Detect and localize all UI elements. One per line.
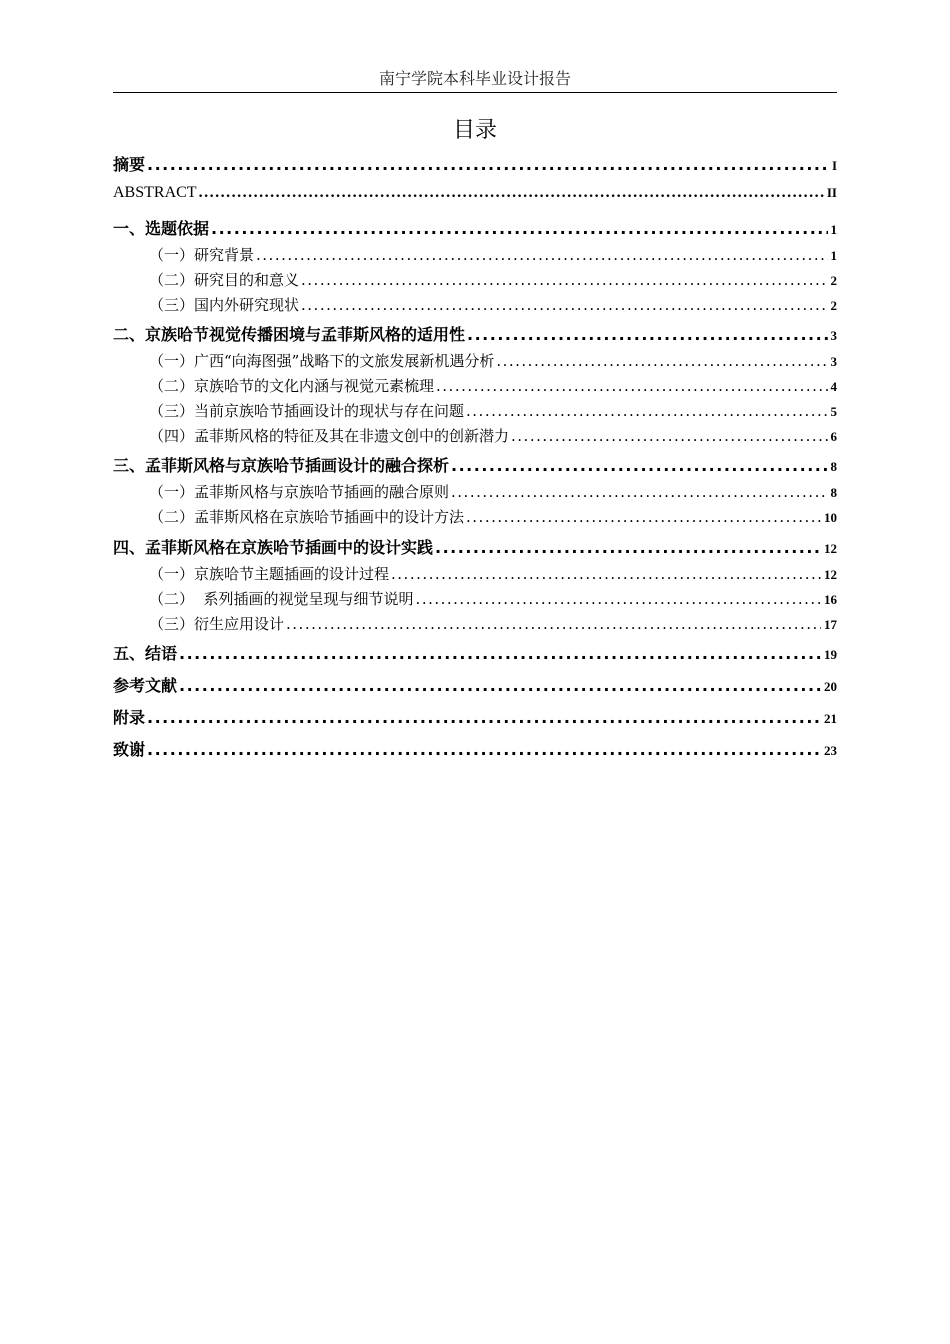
toc-leader-dots: [391, 565, 821, 583]
toc-page-number: 8: [830, 459, 837, 474]
toc-entry-section-4-2[interactable]: [113, 588, 837, 609]
toc-page-number: 1: [830, 248, 837, 263]
page-header: 南宁学院本科毕业设计报告: [113, 66, 837, 93]
toc-entry-text: 四、孟菲斯风格在京族哈节插画中的设计实践: [113, 538, 434, 557]
toc-entry-text: （一）广西“向海图强”战略下的文旅发展新机遇分析: [149, 352, 495, 370]
toc-leader-dots: [147, 740, 821, 759]
toc-title: 目录: [452, 118, 497, 143]
toc-entry-chapter-3[interactable]: [113, 453, 837, 476]
toc-leader-dots: [199, 184, 824, 202]
toc-entry-text: （一）研究背景: [149, 246, 255, 264]
toc-entry-references[interactable]: [113, 673, 837, 696]
toc-entry-chapter-1[interactable]: [113, 216, 837, 239]
toc-entry-text: （二）研究目的和意义: [149, 271, 300, 289]
toc-page-number: 6: [830, 429, 837, 444]
toc-entry-conclusion[interactable]: [113, 641, 837, 664]
toc-leader-dots: [147, 155, 829, 174]
toc-entry-text: 一、选题依据: [113, 219, 210, 238]
toc-entry-text: 五、结语: [113, 644, 178, 663]
toc-page-number: 8: [830, 485, 837, 500]
toc-page-number: 2: [830, 273, 837, 288]
toc-entry-section-2-4[interactable]: [113, 425, 837, 446]
toc-entry-text: （二）京族哈节的文化内涵与视觉元素梳理: [149, 377, 435, 395]
toc-entry-section-4-3[interactable]: [113, 613, 837, 634]
toc-page-number: II: [826, 185, 837, 200]
toc-leader-dots: [451, 483, 827, 501]
toc-page-number: 20: [824, 679, 837, 694]
toc-entry-text: （三）国内外研究现状: [149, 296, 300, 314]
toc-entry-text: （四）孟菲斯风格的特征及其在非遗文创中的创新潜力: [149, 427, 510, 445]
toc-page-number: 1: [830, 222, 837, 237]
toc-page-number: 19: [824, 647, 837, 662]
toc-leader-dots: [179, 644, 821, 663]
toc-entry-text: （二） 系列插画的视觉呈现与细节说明: [149, 590, 414, 608]
toc-entry-abstract-cn[interactable]: [113, 152, 837, 175]
toc-entry-text: （二）孟菲斯风格在京族哈节插画中的设计方法: [149, 508, 465, 526]
toc-entry-text: （三）当前京族哈节插画设计的现状与存在问题: [149, 402, 465, 420]
toc-page-number: 2: [830, 298, 837, 313]
toc-entry-text: ABSTRACT: [113, 184, 197, 201]
toc-leader-dots: [511, 427, 827, 445]
toc-entry-abstract-en[interactable]: [113, 184, 837, 202]
toc-leader-dots: [147, 708, 821, 727]
toc-leader-dots: [466, 508, 821, 526]
toc-leader-dots: [496, 352, 827, 370]
toc-leader-dots: [416, 590, 821, 608]
toc-entry-chapter-4[interactable]: [113, 535, 837, 558]
toc-page-number: I: [831, 158, 837, 173]
toc-entry-text: （一）京族哈节主题插画的设计过程: [149, 565, 390, 583]
toc-page-number: 5: [830, 404, 837, 419]
toc-page-number: 4: [830, 379, 837, 394]
toc-leader-dots: [256, 246, 827, 264]
toc-entry-text: （三）衍生应用设计: [149, 615, 285, 633]
toc-entry-text: 三、孟菲斯风格与京族哈节插画设计的融合探析: [113, 456, 450, 475]
toc-leader-dots: [436, 377, 827, 395]
toc-leader-dots: [179, 676, 821, 695]
toc-entry-section-3-1[interactable]: [113, 481, 837, 502]
toc-page-number: 23: [824, 743, 837, 758]
toc-leader-dots: [301, 296, 827, 314]
toc-leader-dots: [211, 219, 827, 238]
toc-entry-acknowledgements[interactable]: [113, 737, 837, 760]
toc-page-number: 12: [824, 567, 837, 582]
toc-entry-text: 摘要: [113, 155, 146, 174]
toc-leader-dots: [286, 615, 821, 633]
toc-page-number: 16: [824, 592, 837, 607]
toc-entry-text: 参考文献: [113, 676, 178, 695]
toc-leader-dots: [467, 325, 827, 344]
toc-leader-dots: [466, 402, 827, 420]
toc-entry-text: （一）孟菲斯风格与京族哈节插画的融合原则: [149, 483, 450, 501]
toc-entry-section-1-3[interactable]: [113, 294, 837, 315]
toc-entry-text: 致谢: [113, 740, 146, 759]
toc-entry-section-4-1[interactable]: [113, 563, 837, 584]
toc-entry-text: 附录: [113, 708, 146, 727]
toc-entry-section-3-2[interactable]: [113, 506, 837, 527]
toc-leader-dots: [451, 456, 827, 475]
toc-entry-text: 二、京族哈节视觉传播困境与孟菲斯风格的适用性: [113, 325, 466, 344]
toc-page-number: 12: [824, 541, 837, 556]
toc-page-number: 21: [824, 711, 837, 726]
toc-page-number: 3: [830, 354, 837, 369]
toc-entry-section-2-3[interactable]: [113, 400, 837, 421]
toc-entry-section-2-2[interactable]: [113, 375, 837, 396]
toc-page-number: 10: [824, 510, 837, 525]
toc-leader-dots: [301, 271, 827, 289]
toc-page-number: 3: [830, 328, 837, 343]
toc-entry-section-1-2[interactable]: [113, 269, 837, 290]
toc-entry-section-2-1[interactable]: [113, 350, 837, 371]
toc-page-number: 17: [824, 617, 837, 632]
toc-leader-dots: [435, 538, 821, 557]
toc-entry-chapter-2[interactable]: [113, 322, 837, 345]
toc-entry-appendix[interactable]: [113, 705, 837, 728]
toc-entry-section-1-1[interactable]: [113, 244, 837, 265]
